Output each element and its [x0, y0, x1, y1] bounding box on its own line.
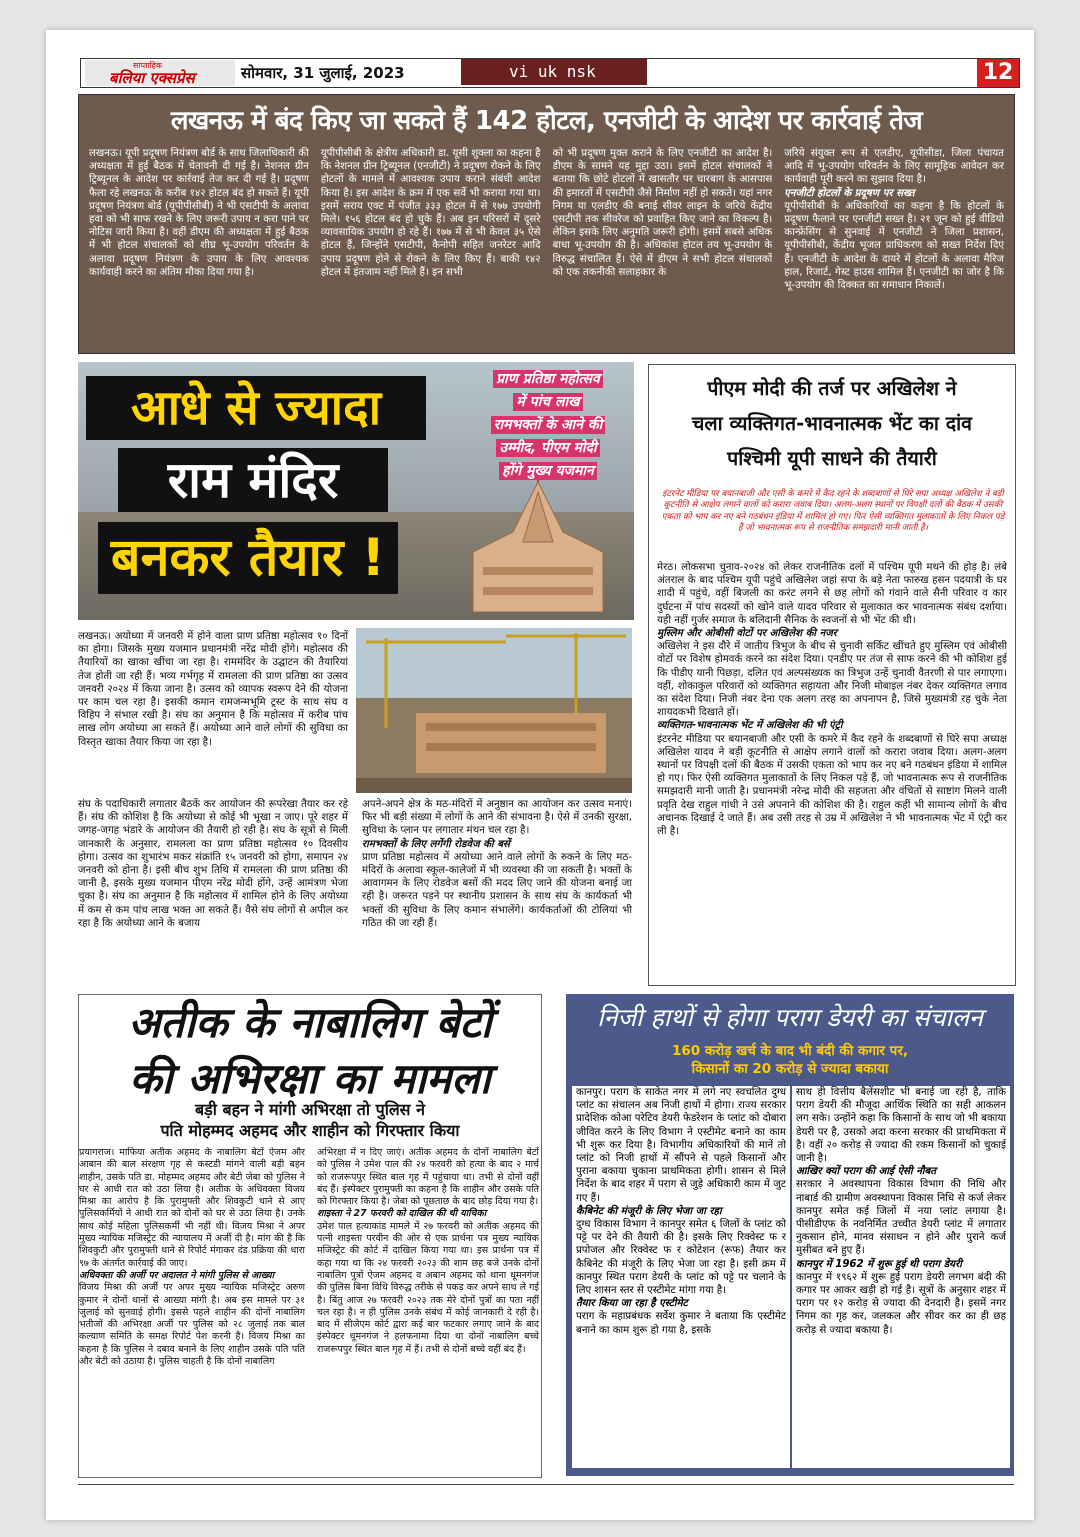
paragraph: अखिलेश ने इस दौरे में जातीय त्रिभुज के बीच से चुनावी सर्किट खींचते हुए मुस्लिम एवं ओबीसी वोटों पर विशेष होमवर्क करने का संदेश दिया। एनडीए पर तंज से साफ करने की भी कोशिश हुई कि पीडीए यानी पिछड़ा, दलित एवं अल्पसंख्यक का त्रिभुज उन्हें चुनावी वैतरणी से पार लगाएगा। वहीं, शोकाकुल परिवारों को व्यक्तिगत सहायता और निजी मोबाइल नंबर देकर व्यक्तिगत लगाव का संदेश दिया। निजी नंबर देना एक अलग तरह का अपनापन है, जिसे मुख्यमंत्री रह चुके नेता शायदकभी दिखाते हों।	[657, 641, 1007, 719]
subheading: अधिवक्ता की अर्जी पर अदालत ने मांगी पुलिस से आख्या	[79, 1269, 275, 1281]
construction-photo	[356, 628, 632, 793]
story-column: यूपीपीसीबी के क्षेत्रीय अधिकारी डा. यूसी शुक्ला का कहना है कि नेशनल ग्रीन ट्रिब्यूनल (एनजीटी) ने प्रदूषण रोकने के लिए होटलों के मामले में आवश्यक उपाय कराने संबंधी आदेश किया है। इस आदेश के क्रम में एक सर्वे भी कराया गया था। इसमें सराय एक्ट में पंजीत ३३३ होटल में से १७७ उपयोगी मिले। १५६ होटल बंद हो चुके हैं। अब इन परिसरों में दूसरे व्यावसायिक उपयोग हो रहे हैं। १७७ में से भी केवल ३५ ऐसे होटल हैं, जिन्होंने एसटीपी, कैनोपी सहित जनरेटर आदि उपाय प्रदूषण होने से रोकने के लिए किए हैं। बाकी १४२ होटल में इंतजाम नहीं मिले हैं। इन सभी	[320, 148, 541, 278]
headline-line: चला व्यक्तिगत-भावनात्मक भेंट का दांव	[692, 412, 972, 435]
brand-name: बलिया एक्सप्रेस	[109, 69, 195, 87]
paragraph: प्रयागराज। माफिया अतीक अहमद के नाबालिग बेटों ऐजम और आबान की बाल संरक्षण गृह से कस्टडी मांगने वाली बड़ी बहन शाहीन, उसके पति डा. मोहम्मद अहमद और बेटी जेबा को पुलिस ने घर से आधी रात को उठा लिया है। अतीक के अधिवक्ता विजय मिश्रा का आरोप है कि पुरामुफ्ती और शिवकुटी थाने से आए पुलिसकर्मियों ने आधी रात को दोनों को घर से उठा लिया है। उनके साथ कोई महिला पुलिसकर्मी भी नहीं थी। विजय मिश्रा ने अपर मुख्य न्यायिक मजिस्ट्रेट की न्यायालय में अर्जी दी है। मांग की है कि शिवकुटी और पुरामुफ्ती थाने से रिपोर्ट मंगाकर दंड प्रक्रिया की धारा ९७ के अंतर्गत कार्रवाई की जाए।	[79, 1147, 305, 1269]
paragraph: सरकार ने अवस्थापना विकास विभाग की निधि और नाबार्ड की ग्रामीण अवस्थापना विकास निधि से कर्ज लेकर कानपुर समेत कई जिलों में नया प्लांट लगाया है। पीसीडीएफ के नवनिर्मित उच्चीत डेयरी प्लांट में लगातार नुकसान होने, मानव संसाधन न होने और पुराने कर्ज मुसीबत बने हुए हैं।	[796, 1179, 1006, 1257]
masthead-code: vi uk nsk	[461, 59, 647, 85]
construction-image	[356, 628, 632, 793]
subheading: मुस्लिम और ओबीसी वोटों पर अखिलेश की नजर	[657, 628, 837, 640]
atiq-subheadline	[79, 1099, 541, 1141]
paragraph: कानपुर में १९६२ में शुरू हुई पराग डेयरी लगभग बंदी की कगार पर आकर खड़ी हो गई है। सूत्रों के अनुसार शहर में पराग पर १२ करोड़ से ज्यादा की देनदारी है। इसमें नगर निगम का गृह कर, जलकल और सीवर कर का ही छह करोड़ से ज्यादा बकाया है।	[796, 1271, 1006, 1336]
lucknow-hotels-columns	[89, 147, 1004, 347]
ram-mandir-banner	[78, 362, 634, 620]
footer-rule	[78, 1484, 1014, 1485]
akhilesh-intro: इंटरनेट मीडिया पर बयानबाजी और एसी के कमरे में कैद रहने के शब्दबाणों से घिरे सपा अध्यक्ष अखिलेश ने बड़ी कूटनीति से आक्षेप लगाने वालों को करारा जवाब दिया। अलग-अलग स्थानों पर विपक्षी दलों की बैठक में उसकी एकता को भाप कर नए बने गठबंधन इंडिया में शामिल हो गए। फिर ऐसी व्यक्तिगत मुलाकातों के लिए निकल पड़े हैं जो भावनात्मक रूप से राजनीतिक समझदारी मानी जाती है।	[661, 489, 1005, 534]
temple-illustration	[453, 472, 623, 612]
subheading: व्यक्तिगत-भावनात्मक भेंट में अखिलेश की भी एंट्री	[657, 720, 843, 732]
paragraph: अपने-अपने क्षेत्र के मठ-मंदिरों में अनुष्ठान का आयोजन कर उत्सव मनाएं। फिर भी बड़ी संख्या में लोगों के आने की संभावना है। ऐसे में उनकी सुरक्षा, सुविधा के प्लान पर लगातार मंथन चल रहा है।	[362, 799, 632, 837]
dairy-subheadline	[566, 1042, 1014, 1078]
ram-story-col-2	[362, 798, 632, 978]
paragraph: कानपुर। पराग के साकेत नगर में लगे नए स्वचलित दुग्ध प्लांट का संचालन अब निजी हाथों में होगा। राज्य सरकार प्रादेशिक कोआ परेटिव डेयरी फेडरेशन के प्लांट को दोबारा जीवित करने के लिए विभाग ने एस्टीमेट बनाने का काम भी शुरू कर दिया है। विभागीय अधिकारियों की मानें तो प्लांट को निजी हाथों में सौंपने से पहले किसानों और पुराना बकाया चुकाना प्राथमिकता होगी। शासन से मिले निर्देश के बाद शहर में पराग से जुड़े अधिकारी काम में जुट गए हैं।	[576, 1087, 786, 1204]
atiq-headline	[79, 995, 541, 1107]
story-column: को भी प्रदूषण मुक्त कराने के लिए एनजीटी का आदेश है। डीएम के सामने यह मुद्दा उठा। इसमें होटल संचालकों ने बताया कि छोटे होटलों में खासतौर पर चारबाग के आसपास की इमारतों में एसटीपी जैसे निर्माण नहीं हो सकते। यहां नगर निगम या एलडीए की बनाई सीवर लाइन के जरिये केंद्रीय एसटीपी तक सीवरेज को प्रवाहित किए जाने का विकल्प है। लेकिन इसके लिए अनुमति जरूरी होगी। इसमें सबसे अधिक बाधा भू-उपयोग की है। अधिकांश होटल तय भू-उपयोग के विरुद्ध संचालित हैं। ऐसे में डीएम ने सभी होटल संचालकों को एक तकनीकी सलाहकार के	[552, 148, 773, 278]
akhilesh-headline	[649, 371, 1015, 476]
subheading: आखिर क्यों पराग की आई ऐसी नौबत	[796, 1166, 937, 1178]
paragraph: साथ ही वित्तीय बैलेंसशीट भी बनाई जा रही है, ताकि पराग डेयरी की मौजूदा आर्थिक स्थिति का सही आकलन लग सके। उन्होंने कहा कि किसानों के साथ जो भी बकाया डेयरी पर है, उसको अदा करना सरकार की प्राथमिकता में है। वहीं २० करोड़ से ज्यादा की रकम किसानों को चुकाई जानी है।	[796, 1087, 1006, 1165]
subheading: कानपुर में 1962 में शुरू हुई थी पराग डेयरी	[796, 1258, 962, 1270]
subheading: शाइस्ता ने 27 फरवरी को दाखिल की थी याचिका	[317, 1208, 487, 1220]
atiq-story	[78, 994, 542, 1478]
callout-line: होंगे मुख्य यजमान	[499, 462, 597, 480]
callout-line: रामभक्तों के आने की	[491, 416, 606, 434]
issue-date: सोमवार, 31 जुलाई, 2023	[241, 64, 405, 82]
atiq-col-1	[79, 1147, 305, 1473]
dairy-col-1	[572, 1086, 790, 1468]
parag-dairy-story	[566, 994, 1014, 1476]
headline-line: पति मोहम्मद अहमद और शाहीन को गिरफ्तार किया	[160, 1121, 460, 1140]
headline-line: पीएम मोदी की तर्ज पर अखिलेश ने	[707, 377, 957, 400]
lucknow-hotels-story	[78, 94, 1015, 354]
headline-line: की अभिरक्षा का मामला	[129, 1054, 491, 1103]
paragraph: मेरठ। लोकसभा चुनाव-२०२४ को लेकर राजनीतिक दलों में पश्चिम यूपी मथने की होड़ है। लंबे अंतराल के बाद पश्चिम यूपी पहुंचे अखिलेश जहां सपा के बड़े नेता फारुख हसन पदयात्री के घर शादी में पहुंचे, वहीं बिजली का करंट लगने से छह लोगों को गंवाने वाले सैनी परिवार व कार दुर्घटना में पांच सदस्यों को खोने वाले यादव परिवार से मुलाकात कर भावनात्मक संबंध दर्शाया। यही नहीं गुर्जर समाज के बलिदानी सैनिक के स्वजनों से भी भेंट की थी।	[657, 562, 1007, 626]
atiq-col-2	[317, 1147, 539, 1473]
akhilesh-body	[657, 561, 1007, 977]
ram-story-para-2: संघ के पदाधिकारी लगातार बैठकें कर आयोजन की रूपरेखा तैयार कर रहे हैं। संघ की कोशिश है कि अयोध्या से कोई भी भूखा न जाए। पूरे शहर में जगह-जगह भंडारे के आयोजन की तैयारी हो रही है। संघ के सूत्रों से मिली जानकारी के अनुसार, रामलला का प्राण प्रतिष्ठा महोत्सव १० दिवसीय होगा। उत्सव का शुभारंभ मकर संक्रांति १५ जनवरी को होगा, समापन २४ जनवरी को होना है। इसी बीच शुभ तिथि में रामलला की प्राण प्रतिष्ठा की जानी है, इसके मुख्य यजमान पीएम नरेंद्र मोदी होंगे, उन्हें आमंत्रण भेजा चुका है। संघ का अनुमान है कि महोत्सव में शामिल होने के लिए अयोध्या में कम से कम पांच लाख भक्त आ सकते हैं। वैसे संघ लोगों से अपील कर रहा है कि अयोध्या आने के बजाय	[78, 799, 348, 929]
brand-logo	[85, 60, 235, 86]
paragraph: प्राण प्रतिष्ठा महोत्सव में अयोध्या आने वाले लोगों के रुकने के लिए मठ-मंदिरों के अलावा स्कूल-कालेजों में भी व्यवस्था की जा सकती है। भक्तों के आवागमन के लिए रोडवेज बसों की मदद लिए जाने की योजना बनाई जा रही है। जरूरत पड़ने पर स्थानीय प्रशासन के साथ संघ के कार्यकर्ता भी भक्तों की सुविधा के लिए कमान संभालेंगे। कार्यकर्ताओं की टोलियां भी गठित की जा रही हैं।	[362, 851, 632, 929]
headline-line: अतीक के नाबालिग बेटों	[128, 998, 492, 1047]
paragraph: उमेश पाल हत्याकांड मामले में २७ फरवरी को अतीक अहमद की पत्नी शाइस्ता परवीन की ओर से एक प्रार्थना पत्र मुख्य न्यायिक मजिस्ट्रेट की कोर्ट में दाखिल किया गया था। इस प्रार्थना पत्र में कहा गया था कि २४ फरवरी २०२३ की शाम छह बजे उनके दोनों नाबालिग पुत्रों ऐजम अहमद व अबान अहमद को थाना धूमनगंज की पुलिस बिना विधि विरुद्ध तरीके से पकड़ कर अपने साथ ले गई है। बिंतु आज २७ फरवरी २०२३ तक मेरे दोनों पुत्रों का पता नहीं चल रहा है। न ही पुलिस उनके संबंध में कोई जानकारी दे रही है। बाद में सीजेएम कोर्ट द्वारा कई बार फटकार लगाए जाने के बाद इंस्पेक्टर धूमनगंज ने हलफनामा दिया था दोनों नाबालिग बच्चे राजरूपपुर स्थित बाल गृह में हैं। तभी से दोनों बच्चे वहीं बंद हैं।	[317, 1220, 539, 1355]
callout-line: उम्मीद, पीएम मोदी	[496, 439, 599, 457]
paragraph: दुग्ध विकास विभाग ने कानपुर समेत ६ जिलों के प्लांट को पट्टे पर देने की तैयारी की है। इसके लिए रिक्वेस्ट फ र प्रपोजल और रिक्वेस्ट फ र कोटेशन (रूफ) तैयार कर कैबिनेट की मंजूरी के लिए भेजा जा रहा है। इसी क्रम में कानपुर स्थित पराग डेयरी के प्लांट को पट्टे पर चलाने के लिए शासन स्तर से एस्टीमेट मांगा गया है।	[576, 1219, 786, 1297]
callout-line: में पांच लाख	[513, 393, 582, 411]
paragraph: पराग के महाप्रबंधक सर्वेश कुमार ने बताया कि एस्टीमेट बनाने का काम शुरू हो गया है, इसके	[576, 1311, 786, 1336]
page-number: 12	[977, 59, 1019, 87]
ram-story-para-1: लखनऊ। अयोध्या में जनवरी में होने वाला प्राण प्रतिष्ठा महोत्सव १० दिनों का होगा। जिसके मुख्य यजमान प्रधानमंत्री नरेंद्र मोदी होंगे। महोत्सव की तैयारियों का खाका खींचा जा रहा है। राममंदिर के उद्घाटन की तैयारियां तेज होती जा रही हैं। भव्य गर्भगृह में रामलला की प्राण प्रतिष्ठा का उत्सव जनवरी २०२४ में किया जाना है। उत्सव को व्यापक स्वरूप देने की योजना पर काम चल रहा है। इसकी कमान रामजन्मभूमि ट्रस्ट के साथ संघ व विहिप ने संभाल रखी है। संघ का अनुमान है कि महोत्सव में करीब पांच लाख लोग अयोध्या आ सकते हैं। अयोध्या आने वाले लोगों की सुविधा का विस्तृत खाका तैयार किया जा रहा है।	[78, 631, 348, 748]
paragraph: यूपीपीसीबी के अधिकारियों का कहना है कि होटलों के प्रदूषण फैलाने पर एनजीटी सख्त है। २१ जून को हुई वीडियो कान्फ्रेंसिंग से सुनवाई में एनजीटी ने जिला प्रशासन, यूपीपीसीबी, केंद्रीय भूजल प्राधिकरण को सख्त निर्देश दिए हैं। एनजीटी के आदेश के दायरे में होटलों के अलावा मैरिज हाल, रिजार्ट, गेस्ट हाउस शामिल हैं। एनजीटी का जोर है कि भू-उपयोग की दिक्कत का समाधान निकालें।	[784, 200, 1004, 292]
akhilesh-story	[648, 364, 1016, 986]
subheading: तैयार किया जा रहा है एस्टीमेट	[576, 1298, 688, 1310]
dairy-headline: निजी हाथों से होगा पराग डेयरी का संचालन	[597, 1003, 983, 1032]
story-column	[784, 147, 1004, 347]
subheading: एनजीटी होटलों के प्रदूषण पर सख्त	[784, 187, 915, 199]
subheading: कैबिनेट की मंजूरी के लिए भेजा जा रहा	[576, 1205, 722, 1217]
banner-line-1: आधे से ज्यादा	[86, 376, 426, 440]
masthead	[80, 58, 1020, 88]
banner-line-2: राम मंदिर	[118, 448, 388, 512]
paragraph: इंटरनेट मीडिया पर बयानबाजी और एसी के कमरे में कैद रहने के शब्दबाणों से घिरे सपा अध्यक्ष अखिलेश यादव ने बड़ी कूटनीति से आक्षेप लगाने वालों को करारा जवाब दिया। अलग-अलग स्थानों पर विपक्षी दलों की बैठक में उसकी एकता को भाप कर नए बने गठबंधन इंडिया में शामिल हो गए। फिर ऐसी व्यक्तिगत मुलाकातों के लिए निकल पड़े हैं, जो भावनात्मक रूप से राजनीतिक समझदारी मानी जाती है। प्रधानमंत्री नरेन्द्र मोदी की सहजता और वंचितों से साष्टांग मिलने वाली प्रवृति देख राहुल गांधी ने उसे अपनाने की कोशिश की है। राहुल कहीं भी सामान्य लोगों के बीच अचानक दिखाई दे जाते हैं। अब उसी तरह से उम्र में अखिलेश ने भी भावनात्मक भेंट में एंट्री कर ली है।	[657, 733, 1007, 838]
headline-line: पश्चिमी यूपी साधने की तैयारी	[727, 447, 937, 470]
lucknow-hotels-headline: लखनऊ में बंद किए जा सकते हैं 142 होटल, एनजीटी के आदेश पर कार्रवाई तेज	[170, 106, 923, 136]
brand-tagline: साप्ताहिक	[133, 61, 163, 70]
paragraph: विजय मिश्रा की अर्जी पर अपर मुख्य न्यायिक मजिस्ट्रेट अरुण कुमार ने दोनों थानों से आख्या मांगी है। अब इस मामले पर ३१ जुलाई को सुनवाई होगी। इससे पहले शाहीन की दोनों नाबालिग भतीजों की अभिरक्षा अर्जी पर पुलिस को २८ जुलाई तक बाल कल्याण समिति के समक्ष रिपोर्ट पेश करनी है। विजय मिश्रा का कहना है कि पुलिस ने दबाव बनाने के लिए शाहीन उसके पति पति और बेटी को उठाया है। पुलिस चाहती है कि दोनों नाबालिग	[79, 1282, 305, 1368]
callout-line: प्राण प्रतिष्ठा महोत्सव	[493, 370, 603, 388]
headline-line: बड़ी बहन ने मांगी अभिरक्षा तो पुलिस ने	[195, 1100, 425, 1119]
paragraph: अभिरक्षा में न दिए जाएं। अतीक अहमद के दोनों नाबालिग बेटों को पुलिस ने उमेश पाल की २४ फरवरी को हत्या के बाद २ मार्च को राजरूपपुर स्थित बाल गृह में पहुंचाया था। तभी से दोनों वहीं बंद हैं। इंस्पेक्टर पुरामुफ्ती का कहना है कि शाहीन और उसके पति को गिरफ्तार किया है। जेबा को पूछताछ के बाद छोड़ दिया गया है।	[317, 1147, 539, 1208]
story-column: लखनऊ। यूपी प्रदूषण नियंत्रण बोर्ड के साथ जिलाधिकारी की अध्यक्षता में हुई बैठक में चेतावनी दी गई है। नेशनल ग्रीन ट्रिब्यूनल के आदेश पर कार्रवाई तेज कर दी गई है। प्रदूषण फैला रहे लखनऊ के करीब १४२ होटल बंद हो सकते हैं। यूपी प्रदूषण नियंत्रण बोर्ड (यूपीपीसीबी) ने भी एसटीपी के अलावा हवा को भी साफ रखने के लिए जरूरी उपाय न करा पाने पर नोटिस जारी किया है। वहीं डीएम की अध्यक्षता में हुई बैठक में भी होटल संचालकों को शीघ्र भू-उपयोग परिवर्तन के अलावा प्रदूषण नियंत्रण के उपाय के लिए आवश्यक कार्यवाही करने का अंतिम मौका दिया गया है।	[89, 148, 309, 278]
dairy-col-2	[792, 1086, 1010, 1468]
subheadline-line: 160 करोड़ खर्च के बाद भी बंदी की कगार पर,	[672, 1043, 908, 1059]
paragraph: जरिये संयुक्त रूप से एलडीए, यूपीसीडा, जिला पंचायत आदि में भू-उपयोग परिवर्तन के लिए सामूहिक आवेदन कर कार्यवाही पूरी करने का सुझाव दिया है।	[784, 148, 1004, 186]
banner-line-3: बनकर तैयार !	[98, 522, 398, 594]
subheadline-line: किसानों का 20 करोड़ से ज्यादा बकाया	[691, 1061, 889, 1077]
subheading: रामभक्तों के लिए लगेंगी रोडवेज की बसें	[362, 838, 510, 850]
banner-callout	[468, 368, 628, 483]
